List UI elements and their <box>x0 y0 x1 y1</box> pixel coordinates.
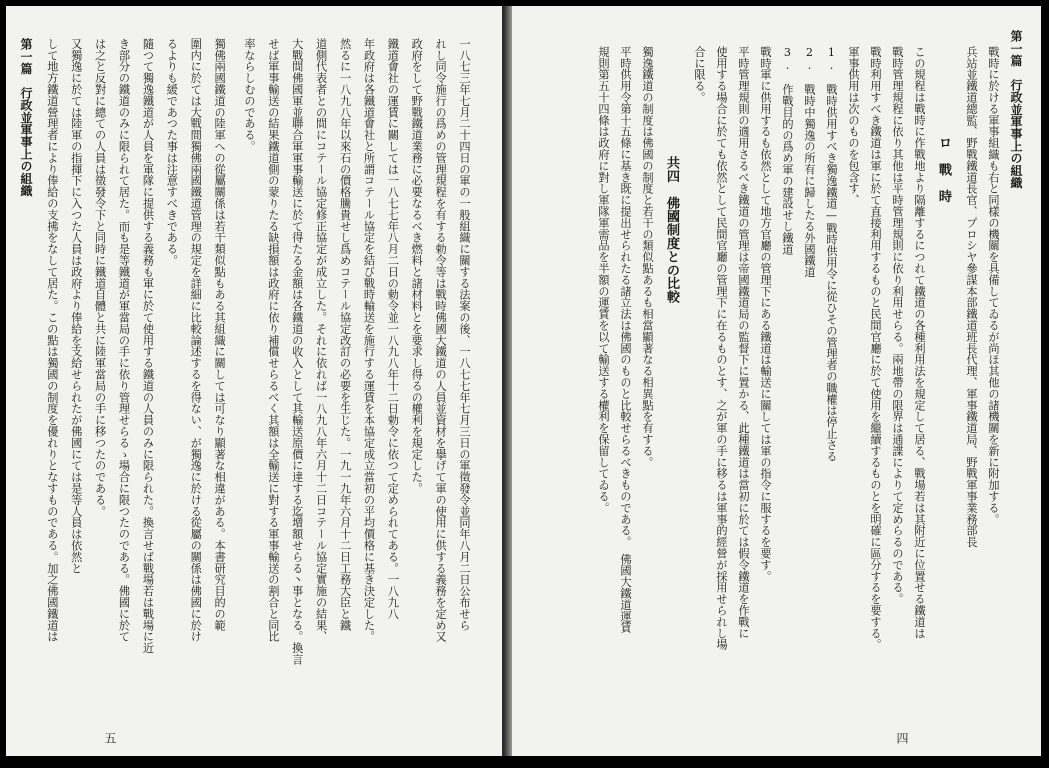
left-page-line: 鐵道會社の運賃に關しては一八七七年八月二日の勅令並一八九八年十二日勅令に依つて定められてある。一八九八 <box>386 38 400 620</box>
left-page-line: 一八七三年七月二十四日の軍の一般組織に關する法案の後、一八七七年七月三日の軍徵發令並同年八月二日公布せら <box>458 38 471 631</box>
right-page-line: 共四 佛國制度との比較 <box>664 156 679 304</box>
left-page-line: 政府をして野戰鐵道業務に必要なるべき燃料と諸材料とを要求し得るの權利を規定した。 <box>410 38 424 494</box>
right-page-line: 規則第五十四條は政府に對し軍隊軍需品を半額の運賃を以て輸送する權利を保留してゐる。 <box>597 46 610 514</box>
right-page-line: 戰時管理規程に依り其他は平時管理規則に依り利用せらる。兩地帶の限界は通諜によりて定めらるのである。 <box>891 46 904 605</box>
right-page-body <box>548 46 1001 716</box>
right-page-line: 獨逸鐵道の制度は佛國の制度と若干の類似點あるも相當顯著なる相異點を有する。 <box>641 46 654 468</box>
left-page-line: は之と反對に總ての人員は徵發令下と同時に鐵道自體と共に陸軍當局の手に移つたのである。 <box>93 38 107 517</box>
right-page-line: 戰時軍に供用するも依然として地方官廳の管理下にある鐵道は輸送に關しては軍の指令に服するを要す。 <box>759 46 772 582</box>
right-page-line: 2. 戰時中獨逸の所有に歸したる外國鐵道 <box>803 46 816 278</box>
left-page-line: 道側代表者との間にコテール協定修正協定が成立した。それに依れば一八九八年六月十二日コテール協定實施の結果、 <box>314 38 328 643</box>
left-page-line: 又獨逸に於ては陸軍の指揮下に入つた人員は政府より俸給を支給せられたが佛國にては是等人員は依然と <box>69 38 83 574</box>
left-page-line: るよりも緩であつた事は注意すべきである。 <box>165 38 179 266</box>
left-page-number: 五 <box>103 732 117 744</box>
left-page-line: き部分の鐵道のみに限られて居た。而も是等鐵道が軍當局の手に依り管理せらるゝ場合に限つたのである。佛國に於て <box>117 38 131 643</box>
right-page-line: 戰時利用すべき鐵道は軍に於て直接利用するものと民間官廳に於て使用を繼續するものとを明確に區分するを要する。 <box>869 46 882 651</box>
right-page-line: 軍事供用は次のものを包含す、 <box>847 46 860 206</box>
right-page-header: 第一篇 行政並軍事上の組織 <box>1009 30 1023 189</box>
left-page-line: 隨つて獨逸鐵道が人員を軍隊に提供する義務も軍に於て使用する鐵道の人員のみに限られた。換言せば戰場若は戰場に近 <box>141 38 155 654</box>
right-page-line: 1. 戰時供用すべき獨逸鐵道—戰時供用令に從ひその管理者の職權は停止さる <box>825 46 838 462</box>
left-page-line: して地方鐵道營理者により俸給の支拂をなして居た。この點は獨國の制度を優れりとなすものである。加之佛國鐵道は <box>45 38 59 643</box>
right-page-line: 平時管理規則の適用さるべき鐵道の管理は帝國鐵道局の監督下に置かる、此種鐵道は當初に於ては假令鐵道を作戰に <box>737 46 750 639</box>
left-page-line: 大戰間佛國軍並聯合軍軍事輸送に於て得たる金額は各鐵道の收入として其輸送原價に達する迄增額せらる丶事となる。換言 <box>290 38 304 665</box>
right-page-line: 戰時に於ける軍事組織も右と同樣の機關を具備してゐるが尚ほ其他の諸機關を新に附加する。 <box>987 46 1000 525</box>
right-page-line: ロ 戰 時 <box>936 136 951 203</box>
right-page-line: 合に限る。 <box>693 46 706 103</box>
left-page-header: 第一篇 行政並軍事上の組織 <box>19 38 33 197</box>
left-page-line: せば軍事輸送の結果鐵道側の蒙りたる缺損額は政府に依り補償せらるべく其額は全輸送に對する軍事輸送の割合と同比 <box>266 38 280 643</box>
left-page-line: 年政府は各鐵道會社と所謂コテール協定を結び戰時輸送を施行する運賃を本協定成立當初の平均價格に基き決定した。 <box>362 38 376 643</box>
right-page-number: 四 <box>895 732 909 744</box>
left-page-line: 然るに一八九八年以來石の價格騰貴せし爲めコテール協定改訂の必要を生じた。一九一九年六月十二日工務大臣と鐵 <box>338 38 352 631</box>
left-page-line: れし同令施行の爲めの管理規程を有する勅令等は戰時佛國大鐵道の人員並資材を擧げて軍の使用に供する義務を定め又 <box>434 38 448 643</box>
left-page-body <box>36 38 472 676</box>
right-page-line: 兵站並鐵道總監、野戰鐵道長官、プロシヤ參謀本部鐵道班長代理、軍事鐵道局、野戰軍事業務部長 <box>965 46 978 548</box>
right-page-line: 平時供用令第十五條に基き既に提出せられたる諸立法は佛國のものと比較せらるべきものである。 佛國大鐵道運賃 <box>619 46 632 634</box>
left-page-line: 獨佛兩國鐵道の陸軍への從屬關係は若干類似點もある其組織に關しては可なり顯著な相違がある。本書研究目的の範 <box>213 38 227 631</box>
left-page <box>6 6 502 756</box>
right-page-line: 3. 作戰目的の爲め軍の建設せし鐵道 <box>781 46 794 255</box>
right-page-line: この規程は戰時に作戰地より隔離するにつれて鐵道の各種利用法を規定して居る、戰場若は其附近に位置せる鐵道は <box>913 46 926 639</box>
right-page-line: 使用する場合に於ても依然として民間官廳の管理下に在るものとす、之が軍の手に移るは軍事的經營が採用せられし場 <box>715 46 728 651</box>
left-page-line: 率ならしむのである。 <box>242 38 256 152</box>
left-page-line: 圍内に於ては大戰間獨佛兩國鐵道管理の規定を詳細に比較論述するを得ない、が獨逸に於ける從屬の關係は佛國に於け <box>189 38 203 643</box>
right-page <box>504 6 1041 756</box>
